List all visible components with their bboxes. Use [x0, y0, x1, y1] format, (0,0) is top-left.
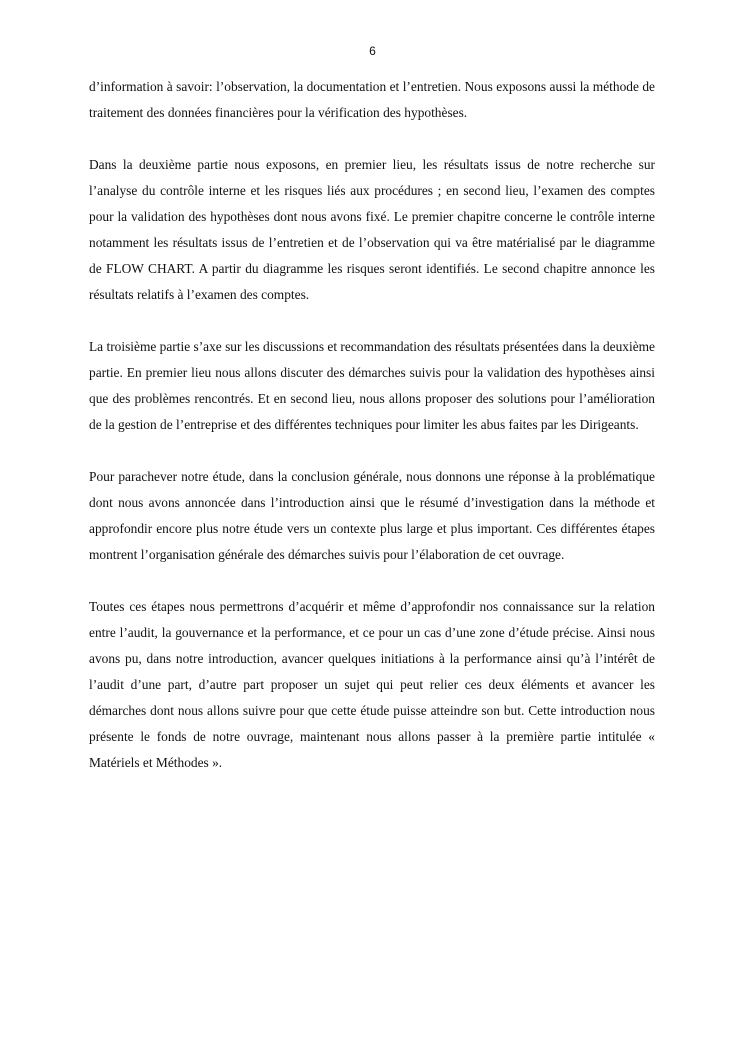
page-number: 6 [369, 44, 376, 58]
document-body [89, 74, 655, 802]
paragraph-conclusion: Pour parachever notre étude, dans la conclusion générale, nous donnons une réponse à la problématique dont nous avons annoncée dans l’introduction ainsi que le résumé d’investigation dans la méthode et approfondir encore plus notre étude vers un contexte plus large et plus important. Ces différentes étapes montrent l’organisation générale des démarches suivis pour l’élaboration de cet ouvrage. [89, 469, 655, 562]
paragraph-intro-methods: d’information à savoir: l’observation, la documentation et l’entretien. Nous exposons aussi la méthode de traitement des données financières pour la vérification des hypothèses. [89, 79, 655, 120]
paragraph-part-three: La troisième partie s’axe sur les discussions et recommandation des résultats présentées dans la deuxième partie. En premier lieu nous allons discuter des démarches suivis pour la validation des hypothèses ainsi que des problèmes rencontrés. Et en second lieu, nous allons proposer des solutions pour l’amélioration de la gestion de l’entreprise et des différentes techniques pour limiter les abus faites par les Dirigeants. [89, 339, 655, 432]
paragraph-summary: Toutes ces étapes nous permettrons d’acquérir et même d’approfondir nos connaissance sur la relation entre l’audit, la gouvernance et la performance, et ce pour un cas d’une zone d’étude précise. Ainsi nous avons pu, dans notre introduction, avancer quelques initiations à la performance ainsi qu’à l’intérêt de l’audit d’une part, d’autre part proposer un sujet qui peut relier ces deux éléments et avancer les démarches dont nous allons suivre pour que cette étude puisse atteindre son but. Cette introduction nous présente le fonds de notre ouvrage, maintenant nous allons passer à la première partie intitulée « Matériels et Méthodes ». [89, 599, 655, 770]
paragraph-part-two: Dans la deuxième partie nous exposons, en premier lieu, les résultats issus de notre recherche sur l’analyse du contrôle interne et les risques liés aux procédures ; en second lieu, l’examen des comptes pour la validation des hypothèses dont nous avons fixé. Le premier chapitre concerne le contrôle interne notamment les résultats issus de l’entretien et de l’observation qui va être matérialisé par le diagramme de FLOW CHART. A partir du diagramme les risques seront identifiés. Le second chapitre annonce les résultats relatifs à l’examen des comptes. [89, 157, 655, 302]
